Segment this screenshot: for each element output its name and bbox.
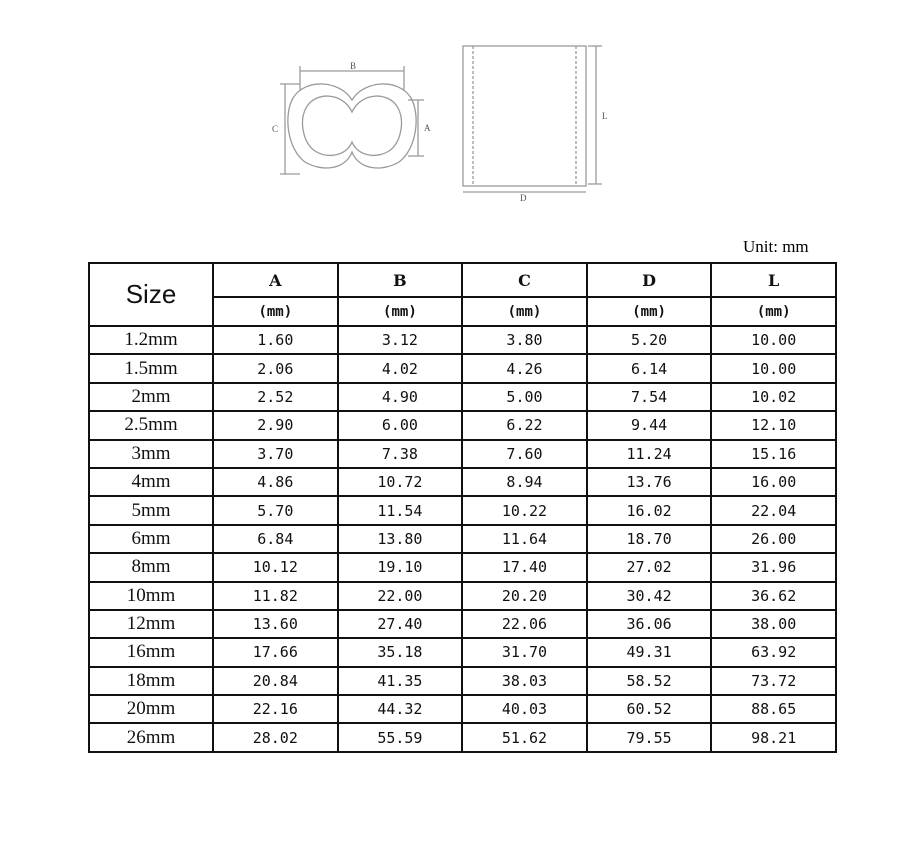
value-cell: 22.00 <box>338 582 463 610</box>
value-cell: 51.62 <box>462 723 587 751</box>
dimension-diagram <box>0 0 907 240</box>
value-cell: 4.02 <box>338 354 463 382</box>
value-cell: 3.70 <box>213 440 338 468</box>
table-row <box>89 553 836 581</box>
value-cell: 12.10 <box>711 411 836 439</box>
value-cell: 2.06 <box>213 354 338 382</box>
value-cell: 11.64 <box>462 525 587 553</box>
column-unit-a: (mm) <box>213 297 338 326</box>
value-cell: 6.22 <box>462 411 587 439</box>
value-cell: 20.84 <box>213 667 338 695</box>
table-row <box>89 723 836 751</box>
size-cell: 16mm <box>89 638 213 666</box>
size-cell: 1.2mm <box>89 326 213 354</box>
table-row <box>89 525 836 553</box>
column-unit-b: (mm) <box>338 297 463 326</box>
value-cell: 31.70 <box>462 638 587 666</box>
size-cell: 18mm <box>89 667 213 695</box>
table-row <box>89 383 836 411</box>
value-cell: 2.52 <box>213 383 338 411</box>
size-cell: 6mm <box>89 525 213 553</box>
table-body <box>89 326 836 752</box>
value-cell: 6.00 <box>338 411 463 439</box>
table-row <box>89 496 836 524</box>
column-header-c: C <box>462 263 587 297</box>
table-row <box>89 411 836 439</box>
value-cell: 10.00 <box>711 354 836 382</box>
size-cell: 10mm <box>89 582 213 610</box>
column-unit-c: (mm) <box>462 297 587 326</box>
value-cell: 13.60 <box>213 610 338 638</box>
size-cell: 4mm <box>89 468 213 496</box>
value-cell: 13.76 <box>587 468 712 496</box>
value-cell: 15.16 <box>711 440 836 468</box>
side-view-drawing <box>463 46 602 192</box>
value-cell: 27.02 <box>587 553 712 581</box>
size-cell: 8mm <box>89 553 213 581</box>
table-row <box>89 354 836 382</box>
table-row <box>89 326 836 354</box>
column-header-a: A <box>213 263 338 297</box>
value-cell: 10.72 <box>338 468 463 496</box>
value-cell: 11.82 <box>213 582 338 610</box>
value-cell: 35.18 <box>338 638 463 666</box>
table-row <box>89 638 836 666</box>
value-cell: 1.60 <box>213 326 338 354</box>
value-cell: 73.72 <box>711 667 836 695</box>
column-unit-d: (mm) <box>587 297 712 326</box>
value-cell: 26.00 <box>711 525 836 553</box>
value-cell: 38.00 <box>711 610 836 638</box>
value-cell: 11.54 <box>338 496 463 524</box>
value-cell: 2.90 <box>213 411 338 439</box>
value-cell: 38.03 <box>462 667 587 695</box>
table-row <box>89 695 836 723</box>
size-cell: 12mm <box>89 610 213 638</box>
size-cell: 2.5mm <box>89 411 213 439</box>
label-c: C <box>272 124 279 134</box>
column-header-d: D <box>587 263 712 297</box>
size-cell: 5mm <box>89 496 213 524</box>
value-cell: 11.24 <box>587 440 712 468</box>
value-cell: 6.84 <box>213 525 338 553</box>
size-header: Size <box>89 263 213 326</box>
value-cell: 19.10 <box>338 553 463 581</box>
value-cell: 10.02 <box>711 383 836 411</box>
value-cell: 7.60 <box>462 440 587 468</box>
value-cell: 27.40 <box>338 610 463 638</box>
value-cell: 4.26 <box>462 354 587 382</box>
value-cell: 55.59 <box>338 723 463 751</box>
value-cell: 5.20 <box>587 326 712 354</box>
label-a: A <box>424 123 431 133</box>
value-cell: 79.55 <box>587 723 712 751</box>
value-cell: 5.00 <box>462 383 587 411</box>
value-cell: 18.70 <box>587 525 712 553</box>
table-row <box>89 440 836 468</box>
value-cell: 63.92 <box>711 638 836 666</box>
value-cell: 13.80 <box>338 525 463 553</box>
unit-note: Unit: mm <box>743 237 809 256</box>
value-cell: 28.02 <box>213 723 338 751</box>
value-cell: 17.40 <box>462 553 587 581</box>
value-cell: 58.52 <box>587 667 712 695</box>
size-spec-table <box>88 262 837 753</box>
value-cell: 36.62 <box>711 582 836 610</box>
label-d: D <box>520 193 527 203</box>
size-cell: 3mm <box>89 440 213 468</box>
size-cell: 1.5mm <box>89 354 213 382</box>
label-l: L <box>602 111 608 121</box>
value-cell: 30.42 <box>587 582 712 610</box>
value-cell: 36.06 <box>587 610 712 638</box>
value-cell: 98.21 <box>711 723 836 751</box>
value-cell: 20.20 <box>462 582 587 610</box>
value-cell: 60.52 <box>587 695 712 723</box>
table-row <box>89 582 836 610</box>
value-cell: 8.94 <box>462 468 587 496</box>
value-cell: 10.00 <box>711 326 836 354</box>
value-cell: 3.12 <box>338 326 463 354</box>
value-cell: 4.90 <box>338 383 463 411</box>
column-header-b: B <box>338 263 463 297</box>
value-cell: 5.70 <box>213 496 338 524</box>
value-cell: 22.06 <box>462 610 587 638</box>
value-cell: 17.66 <box>213 638 338 666</box>
value-cell: 31.96 <box>711 553 836 581</box>
size-cell: 20mm <box>89 695 213 723</box>
value-cell: 10.22 <box>462 496 587 524</box>
value-cell: 9.44 <box>587 411 712 439</box>
value-cell: 3.80 <box>462 326 587 354</box>
front-view-drawing <box>280 66 424 174</box>
value-cell: 22.16 <box>213 695 338 723</box>
table-row <box>89 468 836 496</box>
value-cell: 22.04 <box>711 496 836 524</box>
value-cell: 16.02 <box>587 496 712 524</box>
table-row <box>89 667 836 695</box>
size-cell: 2mm <box>89 383 213 411</box>
value-cell: 6.14 <box>587 354 712 382</box>
value-cell: 40.03 <box>462 695 587 723</box>
value-cell: 16.00 <box>711 468 836 496</box>
value-cell: 88.65 <box>711 695 836 723</box>
table-row <box>89 610 836 638</box>
label-b: B <box>350 61 357 71</box>
size-cell: 26mm <box>89 723 213 751</box>
value-cell: 41.35 <box>338 667 463 695</box>
column-unit-l: (mm) <box>711 297 836 326</box>
value-cell: 7.38 <box>338 440 463 468</box>
value-cell: 10.12 <box>213 553 338 581</box>
column-header-l: L <box>711 263 836 297</box>
value-cell: 49.31 <box>587 638 712 666</box>
value-cell: 7.54 <box>587 383 712 411</box>
value-cell: 44.32 <box>338 695 463 723</box>
value-cell: 4.86 <box>213 468 338 496</box>
